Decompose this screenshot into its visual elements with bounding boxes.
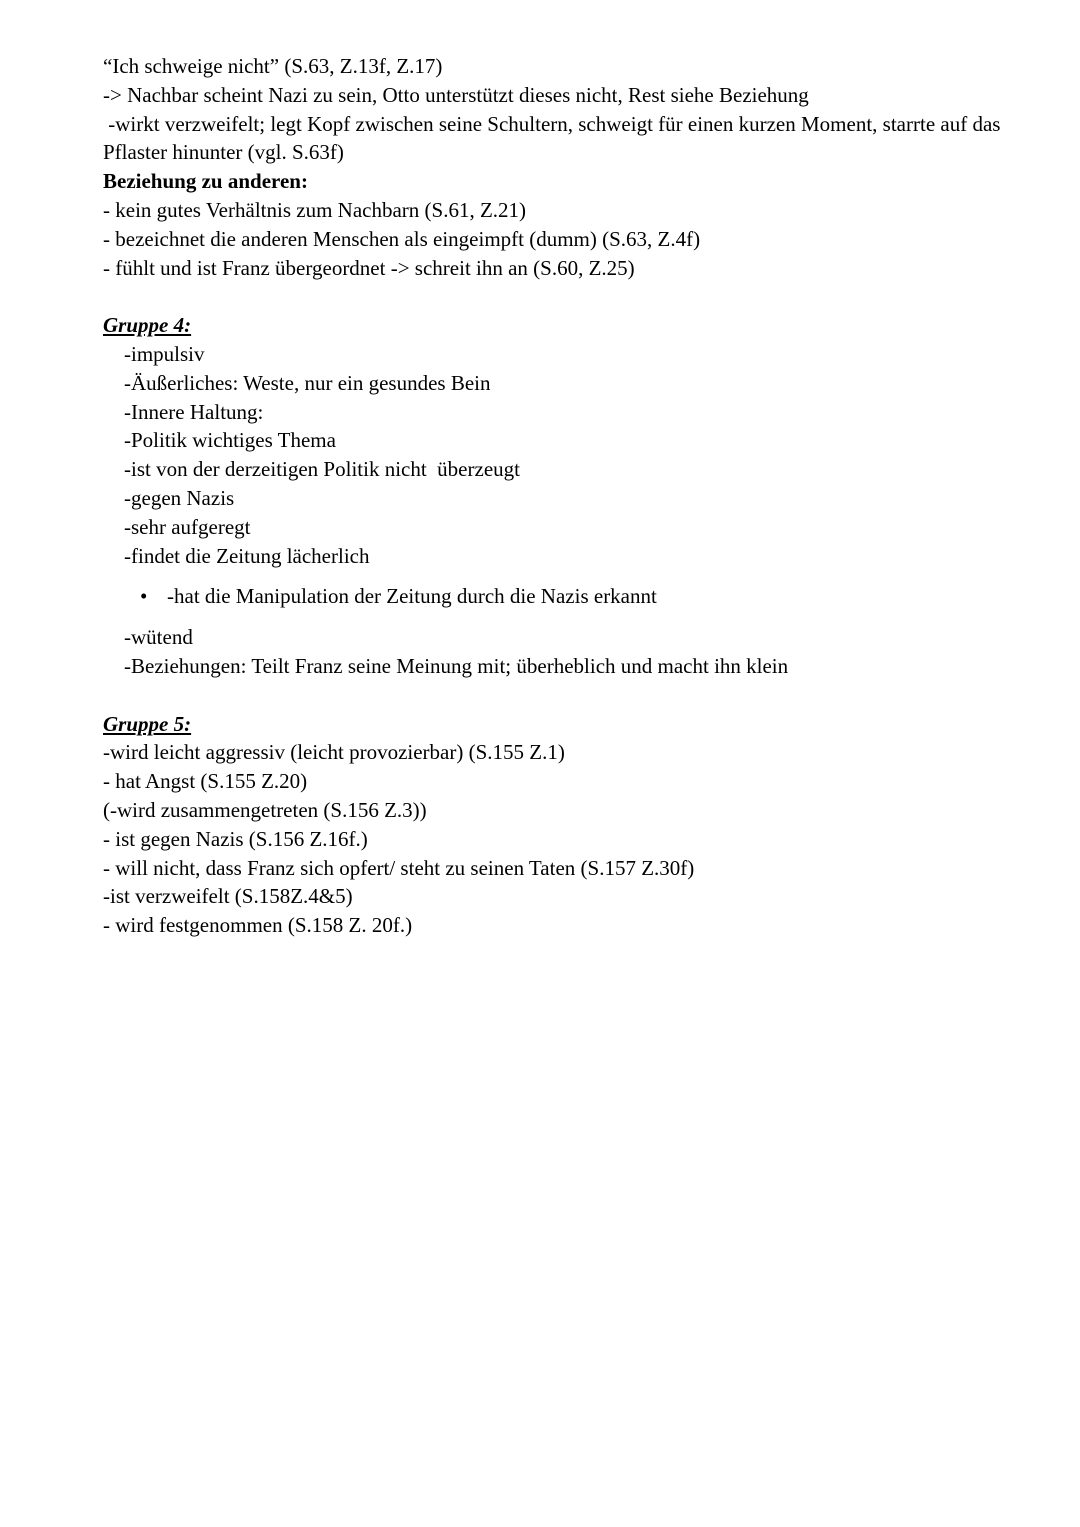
group5-item: (-wird zusammengetreten (S.156 Z.3)) <box>103 797 427 822</box>
relation-item: - kein gutes Verhältnis zum Nachbarn (S.61, Z.21) <box>103 197 527 222</box>
group4-list <box>103 340 1023 570</box>
group5-item: - hat Angst (S.155 Z.20) <box>103 769 308 794</box>
relations-heading: Beziehung zu anderen: <box>103 169 308 194</box>
group4-list-continued <box>103 623 1023 681</box>
group4-item: -Beziehungen: Teilt Franz seine Meinung mit; überheblich und macht ihn klein <box>124 653 789 678</box>
document-body <box>103 52 1023 940</box>
group4-item: -wütend <box>124 625 193 650</box>
group5-item: - wird festgenommen (S.158 Z. 20f.) <box>103 913 413 938</box>
bullet-icon: • <box>140 584 148 609</box>
group4-item: -Äußerliches: Weste, nur ein gesundes Bein <box>124 370 491 395</box>
group5-item: -ist verzweifelt (S.158Z.4&5) <box>103 884 353 909</box>
group5-item: - ist gegen Nazis (S.156 Z.16f.) <box>103 826 368 851</box>
group4-item: -ist von der derzeitigen Politik nicht überzeugt <box>124 457 520 482</box>
neighbour-line: -> Nachbar scheint Nazi zu sein, Otto unterstützt dieses nicht, Rest siehe Beziehung <box>103 82 809 107</box>
group4-item: -Politik wichtiges Thema <box>124 428 336 453</box>
group5-item: -wird leicht aggressiv (leicht provozierbar) (S.155 Z.1) <box>103 740 565 765</box>
group4-item: -sehr aufgeregt <box>124 514 251 539</box>
group4-bullet-text: -hat die Manipulation der Zeitung durch die Nazis erkannt <box>167 584 657 609</box>
quote-line: “Ich schweige nicht” (S.63, Z.13f, Z.17) <box>103 54 443 78</box>
group4-bullet-item <box>103 582 1023 611</box>
group5-item: - will nicht, dass Franz sich opfert/ steht zu seinen Taten (S.157 Z.30f) <box>103 855 695 880</box>
relation-item: - bezeichnet die anderen Menschen als eingeimpft (dumm) (S.63, Z.4f) <box>103 226 701 251</box>
spacer <box>103 282 1023 311</box>
group4-item: -impulsiv <box>124 341 205 366</box>
relation-item: - fühlt und ist Franz übergeordnet -> schreit ihn an (S.60, Z.25) <box>103 255 635 280</box>
group4-item: -Innere Haltung: <box>124 399 264 424</box>
group5-title: Gruppe 5: <box>103 711 192 736</box>
group4-item: -gegen Nazis <box>124 485 235 510</box>
group4-item: -findet die Zeitung lächerlich <box>124 543 370 568</box>
desperate-line: -wirkt verzweifelt; legt Kopf zwischen seine Schultern, schweigt für einen kurzen Moment, starrte auf das Pflaster hinunter (vgl. S.63f) <box>103 111 1006 165</box>
group4-title: Gruppe 4: <box>103 313 192 338</box>
spacer <box>103 681 1023 710</box>
